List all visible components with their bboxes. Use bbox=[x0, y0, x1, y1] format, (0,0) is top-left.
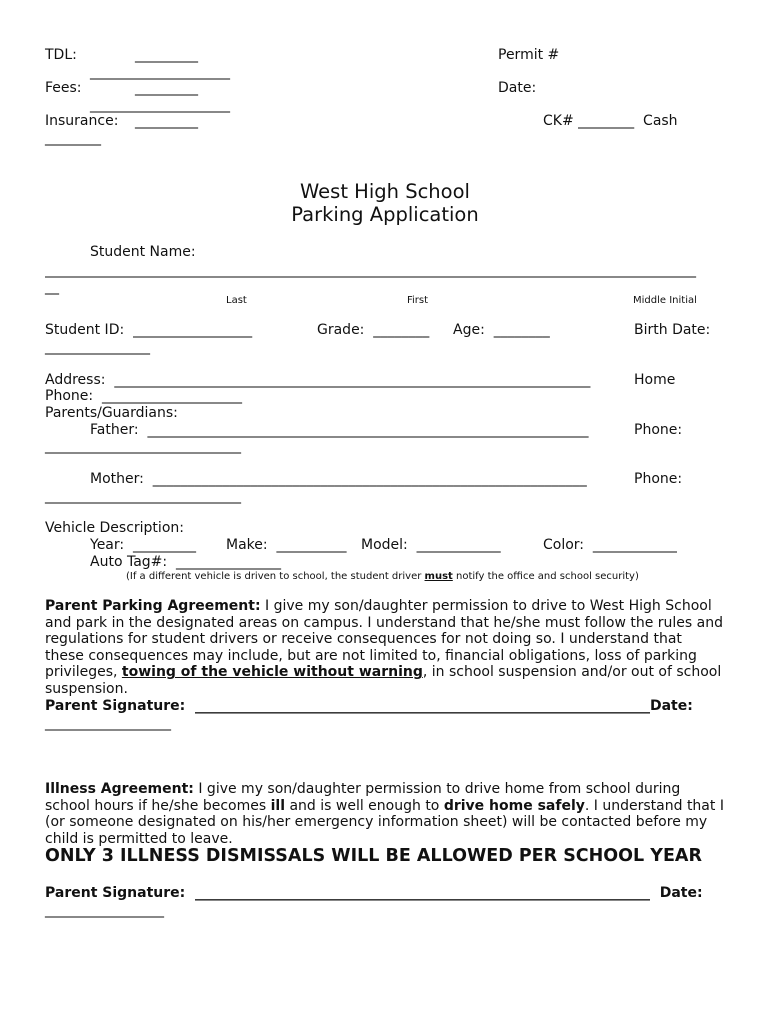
illness-parent-signature-field[interactable]: Parent Signature: _________________________________________________________________ Date: bbox=[45, 885, 703, 901]
birth-date-field[interactable]: _______________ bbox=[45, 339, 150, 355]
father-field[interactable]: Father: _______________________________________________________________ bbox=[90, 422, 589, 438]
tdl-field[interactable]: _________ bbox=[135, 47, 198, 63]
parent-parking-agreement bbox=[45, 598, 725, 698]
form-title: Parking Application bbox=[291, 203, 479, 226]
parent-signature-date-field[interactable]: __________________ bbox=[45, 715, 171, 731]
vehicle-make-field[interactable]: Make: __________ bbox=[226, 537, 347, 553]
home-label: Home bbox=[634, 372, 676, 388]
vehicle-note-start: (If a different vehicle is driven to school, the student driver bbox=[126, 571, 425, 582]
tdl-field-line[interactable]: ____________________ bbox=[90, 64, 230, 80]
tdl-label: TDL: bbox=[45, 47, 77, 63]
insurance-field-line[interactable]: ________ bbox=[45, 130, 101, 146]
illness-agreement-text-end: . I understand that I (or someone designated on his/her emergency information sheet) will be contacted before my child is permitted to leave. bbox=[45, 797, 724, 847]
parent-agreement-text-end: , in school suspension and/or out of school suspension. bbox=[45, 664, 722, 697]
auto-tag-field[interactable]: Auto Tag#: _______________ bbox=[90, 554, 282, 570]
date-label: Date: bbox=[498, 80, 537, 96]
vehicle-note-end: notify the office and school security) bbox=[452, 571, 639, 582]
illness-drive-home-safely: drive home safely bbox=[443, 797, 585, 814]
school-title: West High School bbox=[300, 180, 470, 203]
towing-warning: towing of the vehicle without warning bbox=[121, 664, 423, 681]
illness-ill: ill bbox=[270, 797, 286, 814]
illness-signature-date-field[interactable]: _________________ bbox=[45, 902, 164, 918]
parent-agreement-heading: Parent Parking Agreement: bbox=[45, 598, 261, 614]
illness-dismissals-notice: ONLY 3 ILLNESS DISMISSALS WILL BE ALLOWED PER SCHOOL YEAR bbox=[45, 846, 702, 866]
student-name-label: Student Name: bbox=[90, 244, 196, 260]
parents-guardians-label: Parents/Guardians: bbox=[45, 405, 178, 421]
vehicle-year-field[interactable]: Year: _________ bbox=[90, 537, 197, 553]
illness-agreement bbox=[45, 781, 725, 847]
insurance-field[interactable]: _________ bbox=[135, 113, 198, 129]
parent-signature-field[interactable]: Parent Signature: _________________________________________________________________Date: bbox=[45, 698, 693, 714]
vehicle-model-field[interactable]: Model: ____________ bbox=[361, 537, 501, 553]
fees-field[interactable]: _________ bbox=[135, 80, 198, 96]
father-phone-field[interactable]: ____________________________ bbox=[45, 438, 241, 454]
student-name-field-end[interactable]: __ bbox=[45, 279, 59, 295]
vehicle-note bbox=[126, 569, 639, 585]
vehicle-note-must: must bbox=[424, 571, 453, 582]
fees-field-line[interactable]: ____________________ bbox=[90, 97, 230, 113]
vehicle-color-field[interactable]: Color: ____________ bbox=[543, 537, 677, 553]
mother-phone-field[interactable]: ____________________________ bbox=[45, 488, 241, 504]
middle-initial-caption: Middle Initial bbox=[633, 295, 697, 306]
student-name-field[interactable]: _____________________________________________________________________________________________ bbox=[45, 262, 696, 278]
vehicle-description-label: Vehicle Description: bbox=[45, 520, 184, 536]
student-id-field[interactable]: Student ID: _________________ bbox=[45, 322, 253, 338]
father-phone-label: Phone: bbox=[634, 422, 683, 438]
illness-agreement-text: I give my son/daughter permission to drive home from school during school hours if he/she becomes bbox=[45, 781, 681, 814]
ck-cash-field[interactable]: CK# ________ Cash bbox=[543, 113, 678, 129]
mother-field[interactable]: Mother: ______________________________________________________________ bbox=[90, 471, 587, 487]
mother-phone-label: Phone: bbox=[634, 471, 683, 487]
birth-date-label: Birth Date: bbox=[634, 322, 711, 338]
fees-label: Fees: bbox=[45, 80, 82, 96]
parent-agreement-text: I give my son/daughter permission to drive to West High School and park in the designated areas on campus. I understand that he/she must follow the rules and regulations for student drivers or receive consequences for not doing so. I understand that these consequences may include, but are not limited to, financial obligations, loss of parking privileges, bbox=[45, 598, 723, 681]
permit-label: Permit # bbox=[498, 47, 560, 63]
address-field[interactable]: Address: ____________________________________________________________________ bbox=[45, 372, 591, 388]
age-field[interactable]: Age: ________ bbox=[453, 322, 550, 338]
illness-agreement-text-mid: and is well enough to bbox=[285, 797, 444, 814]
grade-field[interactable]: Grade: ________ bbox=[317, 322, 430, 338]
last-name-caption: Last bbox=[226, 295, 247, 306]
first-name-caption: First bbox=[407, 295, 429, 306]
insurance-label: Insurance: bbox=[45, 113, 119, 129]
home-phone-field[interactable]: Phone: ____________________ bbox=[45, 388, 242, 404]
illness-agreement-heading: Illness Agreement: bbox=[45, 781, 194, 797]
